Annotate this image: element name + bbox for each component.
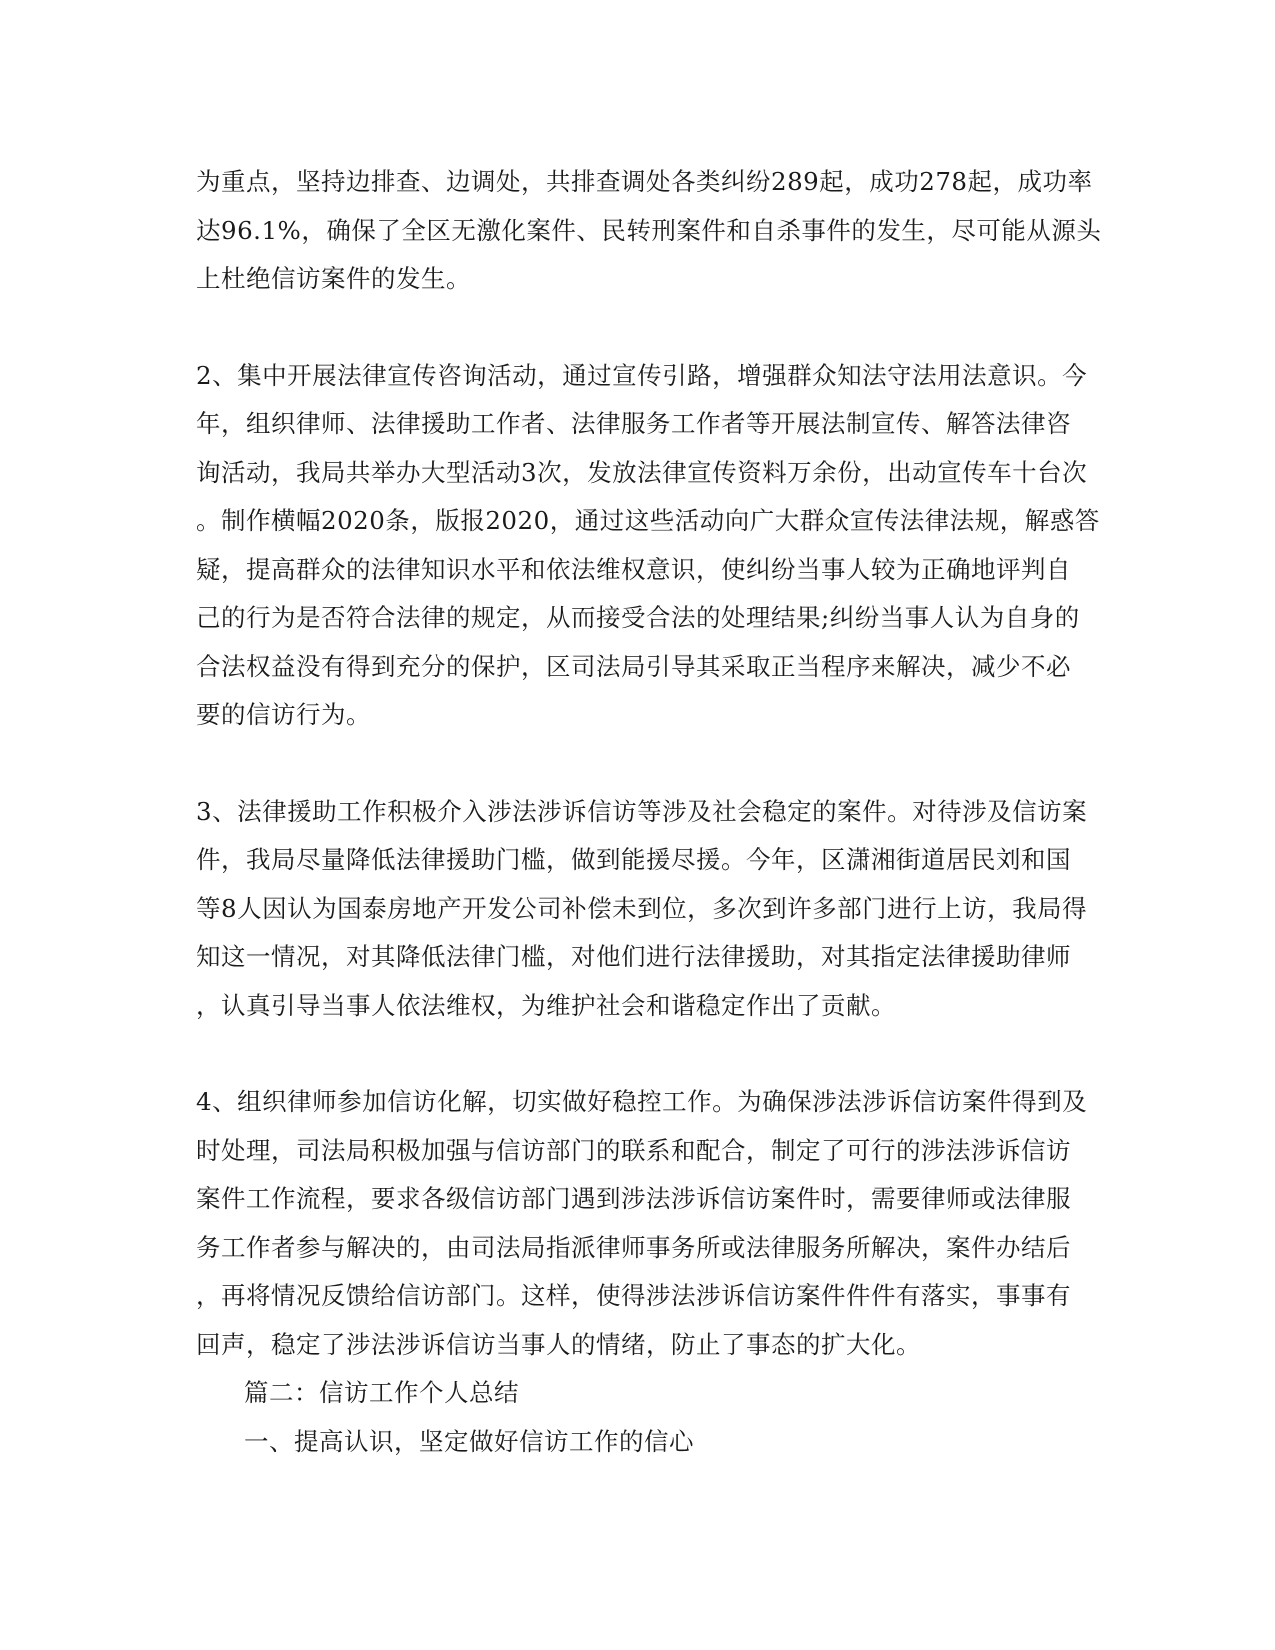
text-line: 回声，稳定了涉法涉诉信访当事人的情绪，防止了事态的扩大化。 (196, 1329, 921, 1359)
text-line: 年，组织律师、法律援助工作者、法律服务工作者等开展法制宣传、解答法律咨 (196, 409, 1071, 438)
text-line: 3、法律援助工作积极介入涉法涉诉信访等涉及社会稳定的案件。对待涉及信访案 (196, 796, 1088, 826)
text-line: 询活动，我局共举办大型活动3次，发放法律宣传资料万余份，出动宣传车十台次 (196, 457, 1088, 487)
subsection-title: 一、提高认识，坚定做好信访工作的信心 (244, 1426, 694, 1456)
text-line: 2、集中开展法律宣传咨询活动，通过宣传引路，增强群众知法守法用法意识。今 (196, 360, 1088, 390)
document-body (196, 158, 1102, 1466)
text-line: 件，我局尽量降低法律援助门槛，做到能援尽援。今年，区潇湘街道居民刘和国 (196, 845, 1071, 874)
text-line: 要的信访行为。 (196, 700, 371, 729)
paragraph-item-2 (196, 352, 1100, 740)
paragraph-intro (196, 158, 1102, 304)
section-title: 篇二：信访工作个人总结 (244, 1378, 519, 1407)
text-line: 等8人因认为国泰房地产开发公司补偿未到位，多次到许多部门进行上访，我局得 (196, 893, 1088, 923)
text-line: 疑，提高群众的法律知识水平和依法维权意识，使纠纷当事人较为正确地评判自 (196, 554, 1071, 584)
text-line: 上杜绝信访案件的发生。 (196, 264, 471, 293)
text-line: 时处理，司法局积极加强与信访部门的联系和配合，制定了可行的涉法涉诉信访 (196, 1135, 1071, 1165)
text-line: 案件工作流程，要求各级信访部门遇到涉法涉诉信访案件时，需要律师或法律服 (196, 1184, 1071, 1213)
text-line: 为重点，坚持边排查、边调处，共排查调处各类纠纷289起，成功278起，成功率 (196, 167, 1093, 196)
paragraph-item-4 (196, 1078, 1086, 1369)
text-line: 己的行为是否符合法律的规定，从而接受合法的处理结果;纠纷当事人认为自身的 (196, 603, 1080, 632)
text-line: 合法权益没有得到充分的保护，区司法局引导其采取正当程序来解决，减少不必 (196, 651, 1071, 681)
text-line: 务工作者参与解决的，由司法局指派律师事务所或法律服务所解决，案件办结后 (196, 1232, 1071, 1262)
paragraph-item-3 (196, 788, 1086, 1031)
text-line: ，认真引导当事人依法维权，为维护社会和谐稳定作出了贡献。 (196, 990, 896, 1020)
text-line: 知这一情况，对其降低法律门槛，对他们进行法律援助，对其指定法律援助律师 (196, 942, 1071, 971)
text-line: 4、组织律师参加信访化解，切实做好稳控工作。为确保涉法涉诉信访案件得到及 (196, 1087, 1088, 1116)
text-line: 达96.1%，确保了全区无激化案件、民转刑案件和自杀事件的发生，尽可能从源头 (196, 215, 1102, 245)
text-line: 。制作横幅2020条，版报2020，通过这些活动向广大群众宣传法律法规，解惑答 (196, 506, 1100, 535)
text-line: ，再将情况反馈给信访部门。这样，使得涉法涉诉信访案件件件有落实，事事有 (196, 1281, 1071, 1310)
